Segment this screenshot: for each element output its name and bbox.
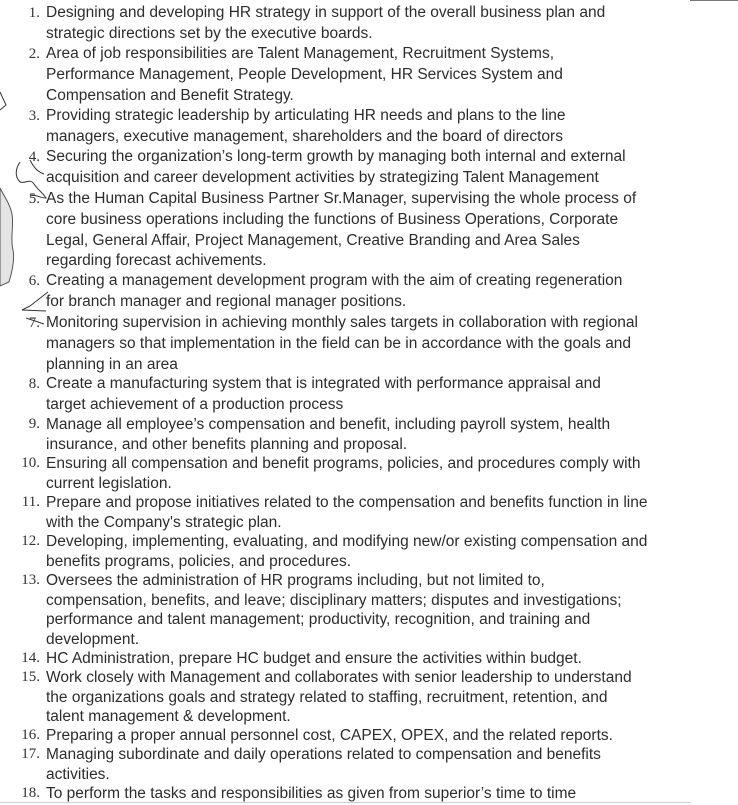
list-item-number: 16. [21, 727, 40, 743]
list-item-text [46, 571, 731, 649]
list-item-number: 14. [21, 650, 40, 666]
list-item-line: Area of job responsibilities are Talent Management, Recruitment Systems, [46, 45, 555, 62]
list-item-text [46, 3, 731, 45]
list-item-text [46, 271, 731, 313]
list-item-line: Preparing a proper annual personnel cost, CAPEX, OPEX, and the related reports. [46, 727, 613, 744]
list-item-number: 18. [21, 785, 40, 801]
list-item-number: 11. [21, 494, 40, 510]
list-item-line: Legal, General Affair, Project Management, Creative Branding and Area Sales [46, 231, 580, 249]
list-item-line: the organizations goals and strategy related to staffing, recruitment, retention, and [46, 688, 608, 706]
list-item-line: Providing strategic leadership by articulating HR needs and plans to the line [46, 107, 566, 124]
list-item-text [46, 106, 731, 148]
list-item-line: Managing subordinate and daily operations related to compensation and benefits [46, 746, 601, 763]
list-item-text [46, 374, 731, 416]
list-item-line: target achievement of a production process [46, 395, 344, 413]
list-item-text [46, 454, 731, 493]
list-item-line: As the Human Capital Business Partner Sr.Manager, supervising the whole process of [46, 190, 637, 207]
list-item-line: insurance, and other benefits planning and proposal. [46, 435, 408, 453]
list-item-line: for branch manager and regional manager positions. [46, 292, 407, 310]
list-item-line: Ensuring all compensation and benefit programs, policies, and procedures comply with [46, 455, 641, 472]
list-item-line: strategic directions set by the executive boards. [46, 24, 373, 42]
list-item-line: regarding forecast achivements. [46, 252, 267, 270]
list-item-line: Compensation and Benefit Strategy. [46, 86, 294, 104]
list-item-text [46, 313, 731, 375]
list-item-line: compensation, benefits, and leave; disciplinary matters; disputes and investigations; [46, 591, 622, 609]
list-item-line: with the Company's strategic plan. [46, 513, 282, 531]
list-item-text [46, 726, 731, 746]
list-item-line: Create a manufacturing system that is integrated with performance appraisal and [46, 375, 601, 392]
list-item-number: 1. [28, 5, 40, 21]
list-item-line: performance and talent management; productivity, recognition, and training and [46, 611, 591, 628]
list-item-number: 2. [28, 46, 40, 62]
list-item-line: Prepare and propose initiatives related to the compensation and benefits function in line [46, 494, 648, 511]
list-item-line: Monitoring supervision in achieving monthly sales targets in collaboration with regional [46, 314, 638, 331]
list-item-text [46, 415, 731, 454]
list-item-line: Developing, implementing, evaluating, and modifying new/or existing compensation and [46, 533, 648, 550]
list-item-number: 17. [21, 746, 40, 762]
top-rule [690, 0, 738, 1]
list-item-text [46, 44, 731, 106]
list-item-line: benefits programs, policies, and procedures. [46, 552, 351, 570]
list-item-number: 13. [21, 572, 40, 588]
list-item-line: acquisition and career development activities by strategizing Talent Management [46, 168, 599, 186]
list-item-line: development. [46, 630, 140, 648]
list-item-text [46, 493, 731, 532]
list-item-line: managers, executive management, shareholders and the board of directors [46, 127, 563, 145]
list-item-line: Creating a management development program with the aim of creating regeneration [46, 272, 623, 289]
list-item-number: 12. [21, 533, 40, 549]
list-item-text [46, 745, 731, 784]
list-item-text [46, 668, 731, 727]
list-item-line: Manage all employee’s compensation and benefit, including payroll system, health [46, 416, 611, 433]
list-item-number: 4. [28, 149, 40, 165]
list-item-line: managers so that implementation in the field can be in accordance with the goals and [46, 334, 632, 352]
list-item-line: Performance Management, People Development, HR Services System and [46, 65, 563, 83]
list-item-number: 8. [28, 376, 40, 392]
list-item-line: Designing and developing HR strategy in support of the overall business plan and [46, 4, 606, 21]
list-item-line: Securing the organization’s long-term growth by managing both internal and external [46, 148, 626, 165]
list-item-number: 6. [28, 273, 40, 289]
list-item-number: 7. [28, 315, 40, 331]
list-item-line: planning in an area [46, 355, 178, 373]
list-item-text [46, 147, 731, 189]
list-item-text [46, 189, 731, 272]
sketch-stroke [22, 292, 48, 311]
list-item-line: activities. [46, 765, 110, 783]
list-item-line: Oversees the administration of HR programs including, but not limited to, [46, 572, 545, 589]
list-item-line: talent management & development. [46, 708, 291, 725]
list-item-line: current legislation. [46, 474, 172, 492]
list-item-line: To perform the tasks and responsibilities as given from superior’s time to time [46, 785, 577, 802]
list-item-number: 10. [21, 455, 40, 471]
list-item-text [46, 532, 731, 571]
list-item-line: core business operations including the functions of Business Operations, Corporate [46, 210, 619, 228]
list-item-number: 15. [21, 669, 40, 685]
list-item-text [46, 784, 731, 804]
list-item-line: Work closely with Management and collaborates with senior leadership to understand [46, 669, 632, 686]
list-item-number: 9. [28, 416, 40, 432]
list-item-text [46, 649, 731, 669]
list-item-line: HC Administration, prepare HC budget and ensure the activities within budget. [46, 650, 582, 667]
list-item-number: 5. [28, 191, 40, 207]
list-item-number: 3. [28, 108, 40, 124]
